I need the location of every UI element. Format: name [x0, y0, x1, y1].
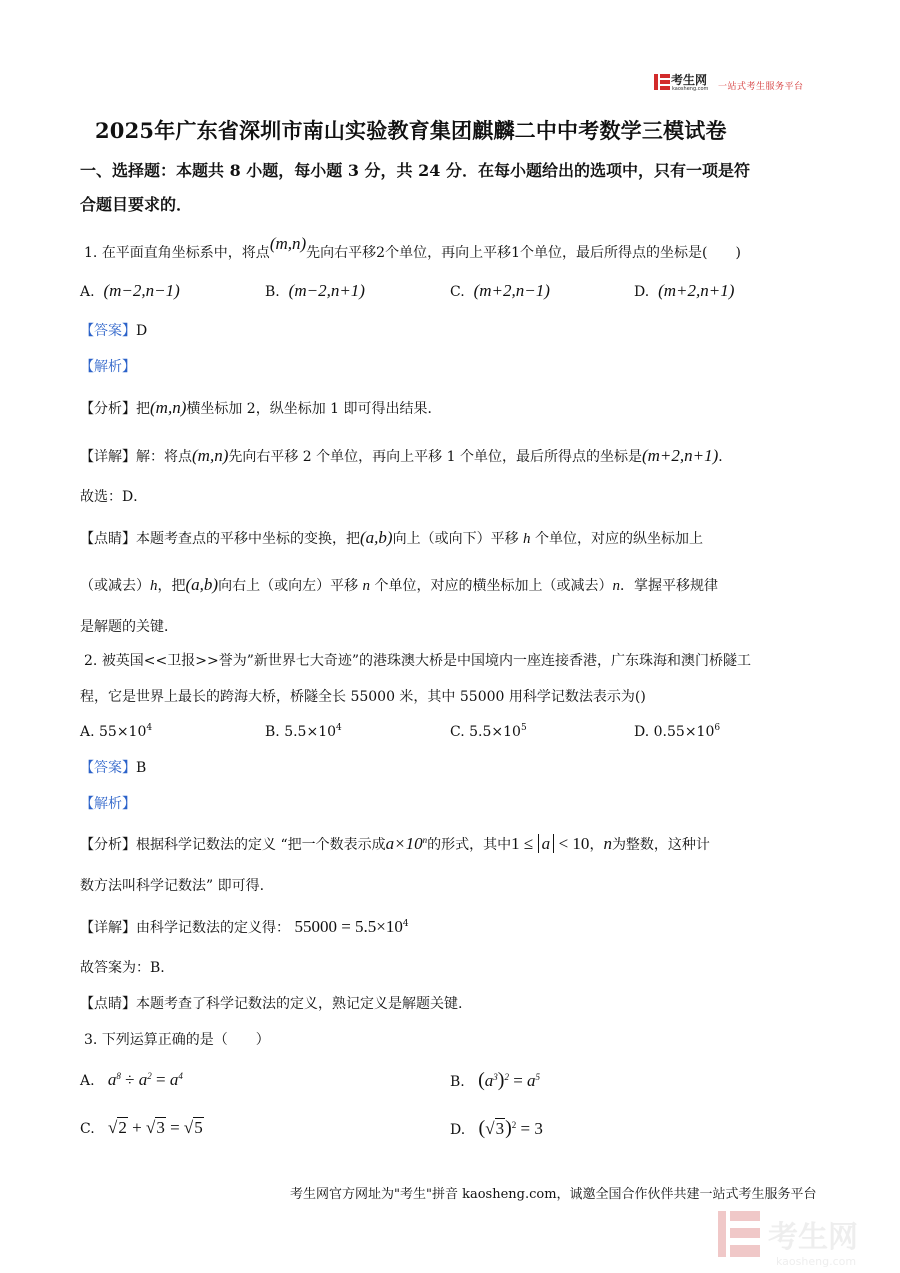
option-exp: 5	[520, 723, 527, 733]
op: ÷	[125, 1070, 135, 1089]
result: 3	[534, 1119, 543, 1138]
q2-fenxi-line1	[80, 834, 710, 855]
math-var: h	[523, 531, 531, 547]
q3-option-a[interactable]	[80, 1070, 183, 1091]
q1-analysis-label: 【解析】	[80, 359, 136, 375]
q2-option-c[interactable]	[450, 722, 527, 742]
math-var: n	[603, 834, 612, 853]
fenxi-label: 【分析】	[80, 401, 136, 417]
option-expr	[108, 1070, 183, 1089]
op: =	[156, 1070, 166, 1089]
dianjing-label: 【点睛】	[80, 531, 136, 547]
radicand: 2	[118, 1118, 127, 1137]
option-expr: $(a^3)^2 = a^5$	[478, 1069, 541, 1091]
q2-xiangjie	[80, 917, 409, 938]
radicand: 5	[194, 1118, 203, 1137]
q3-option-c[interactable]	[80, 1118, 204, 1139]
q1-point: (m,n)	[269, 234, 307, 253]
q1-guxuan: 故选：D．	[80, 489, 148, 505]
q3-option-b[interactable]	[450, 1070, 540, 1092]
footer-note: 考生网官方网址为"考生"拼音 kaosheng.com，诚邀全国合作伙伴共建一站式考生服务平台	[290, 1187, 817, 1202]
q2-analysis-label: 【解析】	[80, 796, 136, 812]
option-key: D.	[634, 284, 650, 300]
q2-stem-line1	[84, 651, 751, 671]
q3-number: 3.	[84, 1032, 98, 1048]
q3-option-d[interactable]	[450, 1118, 543, 1140]
watermark-domain: kaosheng.com	[776, 1255, 857, 1268]
math-result: (m+2,n+1)	[641, 446, 719, 465]
q1-xiangjie	[80, 446, 732, 467]
text: ．	[718, 449, 733, 465]
q2-fenxi-line2: 数方法叫科学记数法” 即可得.	[80, 878, 265, 894]
math-point: (a,b)	[185, 575, 219, 594]
xiangjie-label: 【详解】	[80, 920, 136, 936]
q1-dianjing-line2	[80, 575, 718, 596]
option-key: C.	[450, 724, 465, 740]
text: 解：将点	[136, 449, 192, 465]
text: ．掌握平移规律	[619, 578, 718, 594]
v: a	[169, 1070, 179, 1089]
text: 为整数，这种计	[611, 837, 710, 853]
q2-option-a[interactable]	[80, 722, 152, 742]
math-var: h	[150, 578, 158, 594]
q2-dianjing	[80, 994, 462, 1014]
text: 个单位，对应的纵坐标加上	[534, 531, 703, 547]
op: +	[132, 1118, 142, 1137]
q1-stem	[84, 234, 741, 263]
text: 本题考查点的平移中坐标的变换，把	[136, 531, 360, 547]
answer-label: 【答案】	[80, 760, 136, 776]
q1-number: 1.	[84, 245, 98, 261]
op: =	[520, 1119, 531, 1138]
e: 8	[116, 1071, 121, 1081]
text: （或减去）	[80, 578, 150, 594]
text: ，把	[157, 578, 186, 594]
option-exp: 4	[146, 723, 153, 733]
q2-option-d[interactable]	[634, 722, 720, 742]
option-key: A.	[80, 1073, 95, 1089]
q2-stem-line2: 程，它是世界上最长的跨海大桥，桥隧全长 55000 米，其中 55000 用科学记数法表示为()	[80, 689, 646, 705]
q1-fenxi	[80, 398, 442, 419]
option-base: 0.55×10	[653, 724, 715, 740]
math-expr: 55000 = 5.5×10	[294, 917, 403, 936]
text: 的形式，其中	[427, 837, 512, 853]
watermark-logo	[716, 1205, 886, 1269]
page-title: 2025年广东省深圳市南山实验教育集团麒麟二中中考数学三模试卷	[95, 118, 727, 143]
math-point: (a,b)	[360, 528, 393, 547]
text: ，	[589, 837, 604, 853]
text: 个单位，对应的横坐标加上（或减去）	[374, 578, 613, 594]
radicand: 3	[156, 1118, 165, 1137]
q1-option-c[interactable]	[450, 281, 550, 302]
text: 横坐标加 2，纵坐标加 1 即可得出结果．	[186, 401, 442, 417]
option-key: C.	[80, 1121, 95, 1137]
q1-option-b[interactable]	[265, 281, 365, 302]
q1-stem-text-a: 在平面直角坐标系中，将点	[101, 245, 270, 261]
option-key: D.	[634, 724, 650, 740]
option-exp: 4	[336, 723, 342, 733]
q1-option-d[interactable]	[634, 281, 734, 302]
v: a	[138, 1070, 148, 1089]
v: a	[107, 1070, 117, 1089]
math-point: (m,n)	[150, 398, 187, 417]
text: 向上（或向下）平移	[392, 531, 519, 547]
text: 本题考查了科学记数法的定义，熟记定义是解题关键.	[136, 996, 463, 1012]
option-base: 5.5×10	[284, 724, 337, 740]
radicand: 3	[495, 1119, 505, 1138]
option-expr: (m−2,n−1)	[103, 281, 180, 300]
fenxi-label: 【分析】	[80, 837, 136, 853]
answer-value: D	[136, 323, 148, 339]
option-key: D.	[450, 1122, 466, 1138]
answer-value: B	[136, 760, 147, 776]
q3-stem-text: 下列运算正确的是（ ）	[101, 1032, 270, 1048]
header-slogan: 一站式考生服务平台	[718, 82, 804, 92]
q3-stem	[84, 1030, 270, 1050]
math-form: a×10	[385, 834, 423, 853]
section-heading-line2: 合题目要求的．	[80, 195, 193, 214]
math-point: (m,n)	[192, 446, 229, 465]
option-expr: (m−2,n+1)	[288, 281, 365, 300]
math-ineq: 1 ≤	[511, 834, 534, 853]
option-key: A.	[80, 284, 95, 300]
v: a	[484, 1071, 494, 1090]
v: a	[527, 1071, 536, 1090]
q2-stem-text: 被英国<<卫报>>誉为”新世界七大奇迹”的港珠澳大桥是中国境内一座连接香港，广东珠海和澳门桥隧工	[101, 653, 752, 669]
math-var: n	[612, 578, 620, 594]
q2-number: 2.	[84, 653, 98, 669]
option-base: 5.5×10	[469, 724, 521, 740]
logo-domain: kaosheng.com	[672, 86, 709, 92]
q2-option-b[interactable]	[265, 722, 342, 742]
e: 2	[147, 1071, 152, 1081]
q1-stem-text-b: 先向右平移2个单位，再向上平移1个单位，最后所得点的坐标是( )	[306, 245, 741, 261]
e: 3	[493, 1072, 498, 1082]
option-key: B.	[265, 284, 280, 300]
e: 5	[535, 1072, 541, 1082]
q1-option-a[interactable]	[80, 281, 180, 302]
text: 先向右平移 2 个单位，再向上平移 1 个单位，最后所得点的坐标是	[228, 449, 642, 465]
math-exp: 4	[402, 919, 409, 929]
math-abs: a	[538, 834, 555, 853]
option-key: B.	[265, 724, 280, 740]
section-heading-line1: 一、选择题：本题共 8 小题，每小题 3 分，共 24 分．在每小题给出的选项中，只有一项是符	[80, 161, 750, 180]
kaosheng-logo-icon	[654, 74, 670, 90]
text: 由科学记数法的定义得：	[136, 920, 290, 936]
q1-answer	[80, 321, 147, 341]
math-var: n	[362, 578, 371, 594]
text: 向右上（或向左）平移	[218, 578, 359, 594]
option-expr: √2 + √3 = √5	[108, 1118, 203, 1137]
dianjing-label: 【点睛】	[80, 996, 136, 1012]
option-expr: (m+2,n−1)	[473, 281, 550, 300]
q2-gu: 故答案为：B.	[80, 960, 165, 976]
e: 2	[504, 1072, 509, 1082]
watermark-text: 考生网	[768, 1220, 858, 1255]
q2-answer	[80, 758, 146, 778]
math-exp: n	[422, 835, 428, 845]
option-key: C.	[450, 284, 465, 300]
option-base: 55×10	[99, 724, 147, 740]
answer-label: 【答案】	[80, 323, 136, 339]
op: =	[170, 1118, 180, 1137]
text: 把	[136, 401, 150, 417]
option-key: A.	[80, 724, 95, 740]
op: =	[513, 1071, 523, 1090]
logo-text: 考生网	[671, 73, 708, 87]
q1-dianjing-line3: 是解题的关键．	[80, 619, 178, 635]
e: 2	[511, 1120, 517, 1130]
option-exp: 6	[714, 723, 721, 733]
option-key: B.	[450, 1074, 465, 1090]
math-ineq: < 10	[558, 834, 590, 853]
text: 根据科学记数法的定义 “把一个数表示成	[136, 837, 386, 853]
q1-dianjing-line1	[80, 528, 703, 549]
e: 4	[178, 1071, 183, 1081]
option-expr: $(√3)^2 = 3$	[478, 1117, 543, 1139]
xiangjie-label: 【详解】	[80, 449, 136, 465]
option-expr: (m+2,n+1)	[658, 281, 735, 300]
